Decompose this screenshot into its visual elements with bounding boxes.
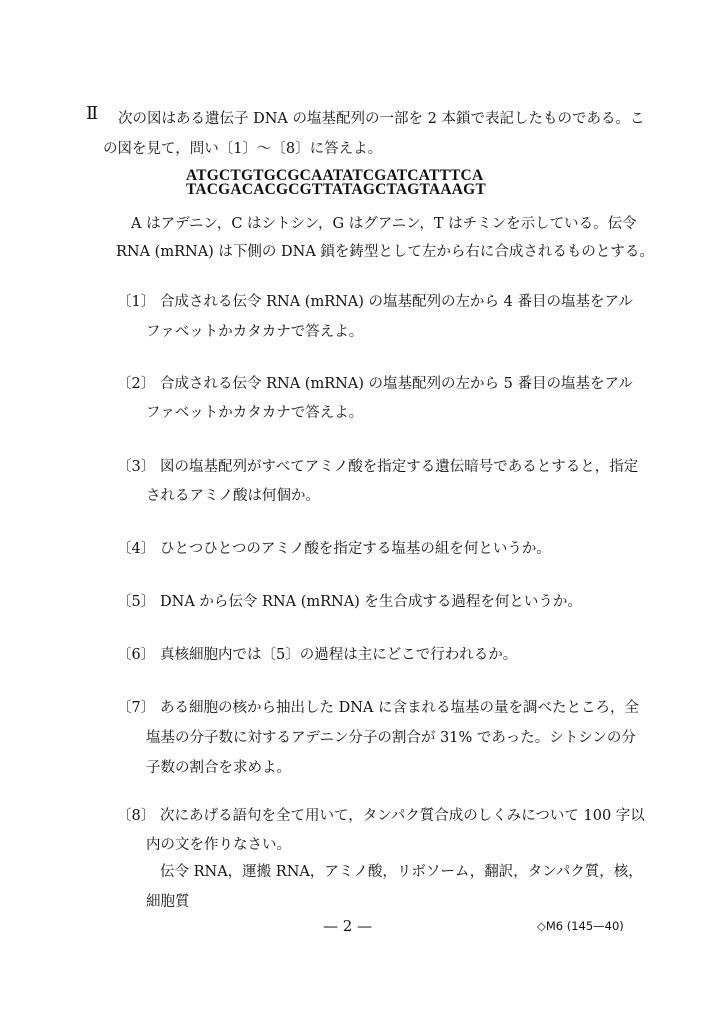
question-1-number: 〔1〕 [117, 294, 156, 310]
question-7-text-line-2: 塩基の分子数に対するアデニン分子の割合が 31% であった。シトシンの分 [146, 730, 636, 746]
question-2-text-line-2: ファベットかカタカナで答えよ。 [146, 405, 364, 421]
question-5-number: 〔5〕 [117, 594, 156, 610]
question-8-terms-line-1: 伝令 RNA，運搬 RNA，アミノ酸，リボソーム，翻訳，タンパク質，核， [160, 864, 643, 880]
intro-text-line-2: の図を見て，問い〔1〕～〔8〕に答えよ。 [103, 141, 383, 157]
question-7-text-line-1: ある細胞の核から抽出した DNA に含まれる塩基の量を調べたところ，全 [160, 700, 639, 716]
dna-bottom-strand: TACGACACGCGTTATAGCTAGTAAAGT [186, 181, 486, 198]
section-number: Ⅱ [86, 103, 99, 124]
question-3-number: 〔3〕 [117, 459, 156, 475]
question-4-text-line-1: ひとつひとつのアミノ酸を指定する塩基の組を何というか。 [160, 541, 551, 557]
question-1-text-line-1: 合成される伝令 RNA (mRNA) の塩基配列の左から 4 番目の塩基をアル [160, 294, 633, 310]
question-7-text-line-3: 子数の割合を求めよ。 [146, 760, 291, 776]
question-6-number: 〔6〕 [117, 647, 156, 663]
question-8-terms-line-2: 細胞質 [146, 894, 190, 910]
question-6-text-line-1: 真核細胞内では〔5〕の過程は主にどこで行われるか。 [160, 647, 518, 663]
note-line-1: A はアデニン，C はシトシン，G はグアニン，T はチミンを示している。伝令 [131, 216, 637, 232]
question-3-text-line-2: されるアミノ酸は何個か。 [146, 488, 320, 504]
note-line-2: RNA (mRNA) は下側の DNA 鎖を鋳型として左から右に合成されるものとする。 [116, 244, 654, 260]
exam-code: ◇M6 (145—40) [537, 919, 624, 933]
question-8-text-line-2: 内の文を作りなさい。 [146, 837, 291, 853]
question-8-number: 〔8〕 [117, 808, 156, 824]
dna-top-strand: ATGCTGTGCGCAATATCGATCATTTCA [186, 167, 484, 184]
question-5-text-line-1: DNA から伝令 RNA (mRNA) を生合成する過程を何というか。 [160, 594, 582, 610]
question-7-number: 〔7〕 [117, 700, 156, 716]
page-number: — 2 — [323, 917, 373, 935]
question-2-number: 〔2〕 [117, 376, 156, 392]
question-3-text-line-1: 図の塩基配列がすべてアミノ酸を指定する遺伝暗号であるとすると，指定 [160, 459, 639, 475]
question-8-text-line-1: 次にあげる語句を全て用いて，タンパク質合成のしくみについて 100 字以 [160, 808, 645, 824]
question-2-text-line-1: 合成される伝令 RNA (mRNA) の塩基配列の左から 5 番目の塩基をアル [160, 376, 633, 392]
intro-text-line-1: 次の図はある遺伝子 DNA の塩基配列の一部を 2 本鎖で表記したものである。こ [118, 111, 645, 127]
question-1-text-line-2: ファベットかカタカナで答えよ。 [146, 324, 364, 340]
question-4-number: 〔4〕 [117, 541, 156, 557]
